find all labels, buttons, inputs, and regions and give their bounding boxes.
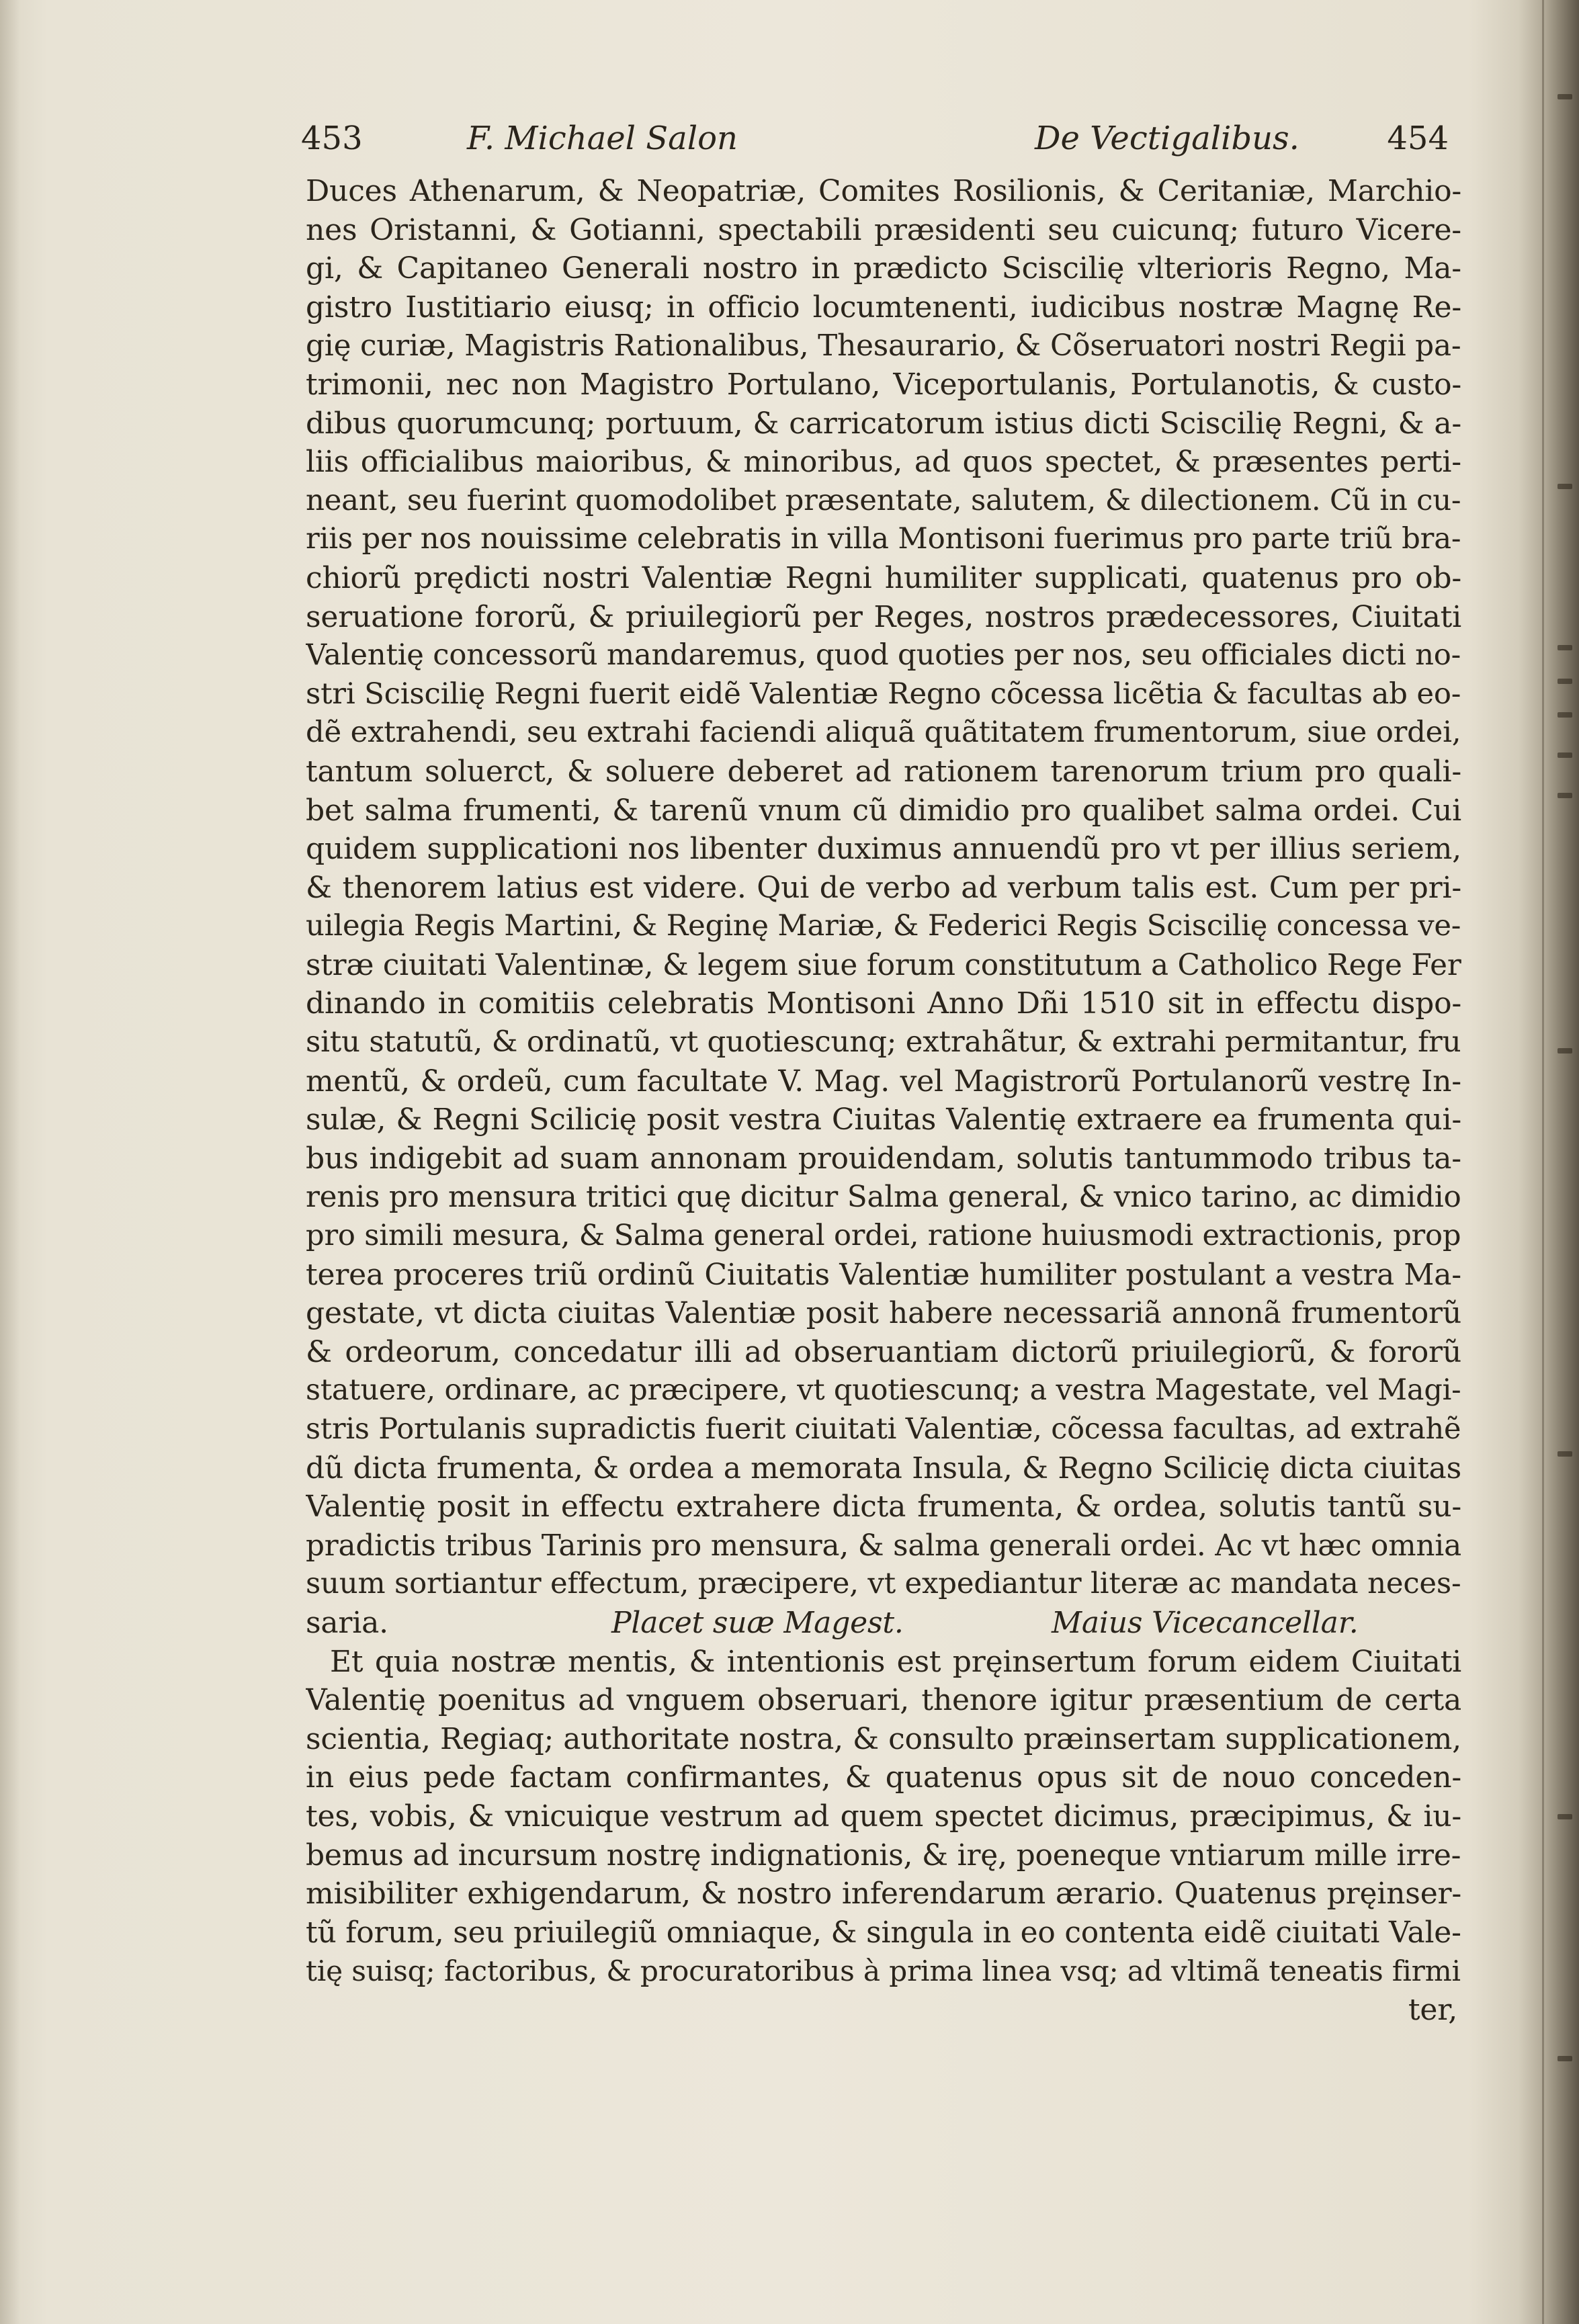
text-line: Valentię concessorũ mandaremus, quod quoties per nos, seu officiales dicti no- <box>306 638 1461 673</box>
text-line: stri Sciscilię Regni fuerit eidẽ Valentiæ Regno cõcessa licẽtia & facultas ab eo- <box>306 677 1461 711</box>
text-line: dinando in comitiis celebratis Montisoni Anno Dñi 1510 sit in effectu dispo- <box>306 986 1461 1021</box>
text-line: chiorũ prędicti nostri Valentiæ Regni humiliter supplicati, quatenus pro ob- <box>306 560 1461 595</box>
text-line: terea proceres triũ ordinũ Ciuitatis Valentiæ humiliter postulant a vestra Ma- <box>306 1257 1461 1292</box>
text-line: Et quia nostræ mentis, & intentionis est pręinsertum forum eidem Ciuitati <box>330 1644 1461 1679</box>
page-edge-shadow <box>1519 0 1579 2324</box>
text-line: trimonii, nec non Magistro Portulano, Viceportulanis, Portulanotis, & custo- <box>306 367 1461 402</box>
text-line: Duces Athenarum, & Neopatriæ, Comites Rosilionis, & Ceritaniæ, Marchio- <box>306 174 1461 208</box>
signoff-line <box>306 1604 1461 1643</box>
edge-mark <box>1557 1451 1572 1457</box>
edge-mark <box>1557 712 1572 718</box>
text-line: tantum soluerct, & soluere deberet ad rationem tarenorum trium pro quali- <box>306 754 1461 789</box>
text-line: situ statutũ, & ordinatũ, vt quotiescunq; extrahãtur, & extrahi permitantur, fru <box>306 1025 1461 1060</box>
text-line: & ordeorum, concedatur illi ad obseruantiam dictorũ priuilegiorũ, & fororũ <box>306 1334 1461 1369</box>
running-head <box>296 120 1458 167</box>
text-line: gistro Iustitiario eiusq; in officio locumtenenti, iudicibus nostræ Magnę Re- <box>306 290 1461 325</box>
text-line: bemus ad incursum nostrę indignationis, & irę, poeneque vntiarum mille irre- <box>306 1838 1461 1873</box>
text-line: renis pro mensura tritici quę dicitur Salma general, & vnico tarino, ac dimidio <box>306 1180 1461 1215</box>
text-line: nes Oristanni, & Gotianni, spectabili præsidenti seu cuicunq; futuro Vicere- <box>306 212 1461 247</box>
text-line: pro simili mesura, & Salma general ordei, ratione huiusmodi extractionis, prop <box>306 1219 1461 1253</box>
text-line: statuere, ordinare, ac præcipere, vt quotiescunq; a vestra Magestate, vel Magi- <box>306 1373 1461 1408</box>
text-line: quidem supplicationi nos libenter duximus annuendũ pro vt per illius seriem, <box>306 832 1461 867</box>
text-line: dẽ extrahendi, seu extrahi faciendi aliquã quãtitatem frumentorum, siue ordei, <box>306 716 1461 750</box>
text-line: bus indigebit ad suam annonam prouidendam, solutis tantummodo tribus ta- <box>306 1141 1461 1176</box>
left-page-number: 453 <box>301 120 363 157</box>
page-edge-texture <box>0 0 20 2324</box>
text-line: gię curiæ, Magistris Rationalibus, Thesaurario, & Cõseruatori nostri Regii pa- <box>306 329 1461 363</box>
running-head-author: F. Michael Salon <box>467 120 738 157</box>
text-line: suum sortiantur effectum, præcipere, vt expediantur literæ ac mandata neces- <box>306 1567 1461 1601</box>
text-line: stræ ciuitati Valentinæ, & legem siue forum constitutum a Catholico Rege Fer <box>306 947 1461 982</box>
text-line: misibiliter exhigendarum, & nostro inferendarum ærario. Quatenus pręinser- <box>306 1877 1461 1911</box>
text-line: uilegia Regis Martini, & Reginę Mariæ, & Federici Regis Sciscilię concessa ve- <box>306 909 1461 943</box>
text-line: tũ forum, seu priuilegiũ omniaque, & singula in eo contenta eidẽ ciuitati Vale- <box>306 1915 1461 1950</box>
text-line: sulæ, & Regni Scilicię posit vestra Ciuitas Valentię extraere ea frumenta qui- <box>306 1103 1461 1137</box>
edge-mark <box>1557 484 1572 489</box>
signoff-vicechancellor: Maius Vicecancellar. <box>1052 1605 1359 1640</box>
text-line: tes, vobis, & vnicuique vestrum ad quem spectet dicimus, præcipimus, & iu- <box>306 1799 1461 1834</box>
text-line: scientia, Regiaq; authoritate nostra, & consulto præinsertam supplicationem, <box>306 1721 1461 1756</box>
text-line: dũ dicta frumenta, & ordea a memorata Insula, & Regno Scilicię dicta ciuitas <box>306 1451 1461 1486</box>
text-line: seruatione fororũ, & priuilegiorũ per Reges, nostros prædecessores, Ciuitati <box>306 599 1461 634</box>
body-text <box>306 172 1461 2030</box>
right-page-number: 454 <box>1387 120 1449 157</box>
text-line: pradictis tribus Tarinis pro mensura, & salma generali ordei. Ac vt hæc omnia <box>306 1528 1461 1563</box>
text-line: dibus quorumcunq; portuum, & carricatorum istius dicti Sciscilię Regni, & a- <box>306 406 1461 441</box>
text-line: gi, & Capitaneo Generali nostro in prædicto Sciscilię vlterioris Regno, Ma- <box>306 251 1461 286</box>
text-line: liis officialibus maioribus, & minoribus, ad quos spectet, & præsentes perti- <box>306 445 1461 480</box>
text-line: in eius pede factam confirmantes, & quatenus opus sit de nouo conceden- <box>306 1760 1461 1795</box>
running-head-title: De Vectigalibus. <box>1035 120 1299 157</box>
text-line: riis per nos nouissime celebratis in villa Montisoni fuerimus pro parte triũ bra- <box>306 522 1461 556</box>
text-line: & thenorem latius est videre. Qui de verbo ad verbum talis est. Cum per pri- <box>306 870 1461 905</box>
edge-mark <box>1557 793 1572 798</box>
catchword: ter, <box>1408 1992 1457 2027</box>
signoff-lead: saria. <box>306 1605 388 1640</box>
text-line: tię suisq; factoribus, & procuratoribus à prima linea vsq; ad vltimã teneatis firmi <box>306 1954 1461 1988</box>
signoff-placet: Placet suæ Magest. <box>611 1605 904 1640</box>
edge-mark <box>1557 752 1572 758</box>
edge-mark <box>1557 1048 1572 1053</box>
edge-mark <box>1557 679 1572 684</box>
text-line: bet salma frumenti, & tarenũ vnum cũ dimidio pro qualibet salma ordei. Cui <box>306 793 1461 828</box>
text-line: neant, seu fuerint quomodolibet præsentate, salutem, & dilectionem. Cũ in cu- <box>306 483 1461 517</box>
text-line: Valentię posit in effectu extrahere dicta frumenta, & ordea, solutis tantũ su- <box>306 1490 1461 1524</box>
edge-mark <box>1557 645 1572 650</box>
text-line: mentũ, & ordeũ, cum facultate V. Mag. vel Magistrorũ Portulanorũ vestrę In- <box>306 1064 1461 1099</box>
text-line: stris Portulanis supradictis fuerit ciuitati Valentiæ, cõcessa facultas, ad extrahẽ <box>306 1412 1461 1446</box>
edge-mark <box>1557 1814 1572 1819</box>
edge-mark <box>1557 2056 1572 2061</box>
text-line: Valentię poenitus ad vnguem obseruari, thenore igitur præsentium de certa <box>306 1683 1461 1718</box>
edge-mark <box>1557 94 1572 99</box>
text-line: gestate, vt dicta ciuitas Valentiæ posit habere necessariã annonã frumentorũ <box>306 1296 1461 1331</box>
